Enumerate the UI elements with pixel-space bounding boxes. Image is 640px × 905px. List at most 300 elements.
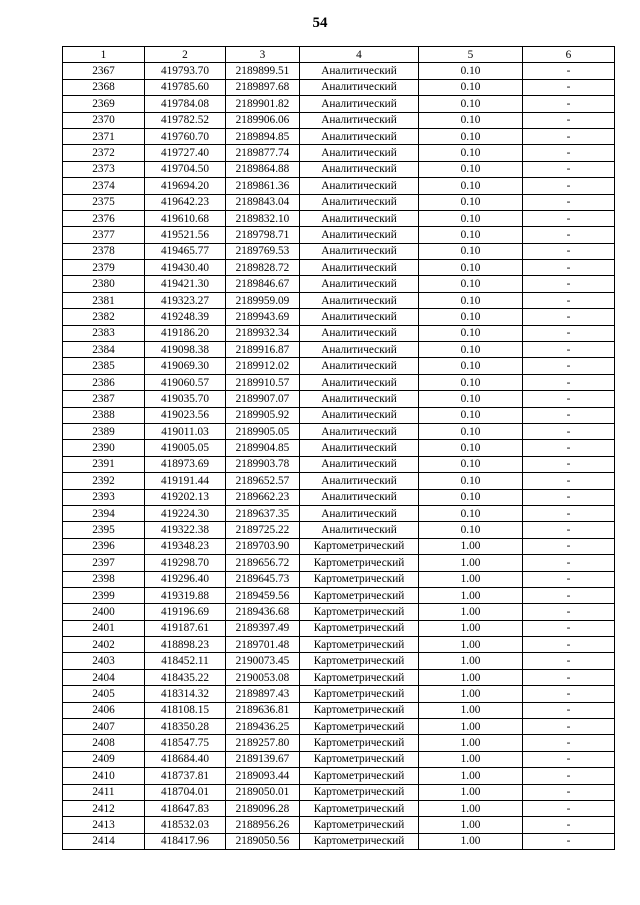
note-cell: - <box>523 456 615 472</box>
note-cell: - <box>523 145 615 161</box>
point-number-cell: 2371 <box>63 128 145 144</box>
x-coordinate-cell: 418704.01 <box>145 784 226 800</box>
table-row <box>63 456 615 472</box>
accuracy-cell: 0.10 <box>419 243 523 259</box>
coordinates-table <box>62 46 615 850</box>
y-coordinate-cell: 2189899.51 <box>226 63 300 79</box>
note-cell: - <box>523 161 615 177</box>
table-row <box>63 210 615 226</box>
method-cell: Картометрический <box>300 686 419 702</box>
accuracy-cell: 1.00 <box>419 719 523 735</box>
note-cell: - <box>523 505 615 521</box>
y-coordinate-cell: 2189652.57 <box>226 473 300 489</box>
method-cell: Аналитический <box>300 112 419 128</box>
x-coordinate-cell: 418547.75 <box>145 735 226 751</box>
y-coordinate-cell: 2189769.53 <box>226 243 300 259</box>
method-cell: Аналитический <box>300 309 419 325</box>
method-cell: Аналитический <box>300 292 419 308</box>
page-number: 54 <box>312 15 328 31</box>
table-row <box>63 817 615 833</box>
accuracy-cell: 1.00 <box>419 686 523 702</box>
x-coordinate-cell: 419430.40 <box>145 260 226 276</box>
point-number-cell: 2388 <box>63 407 145 423</box>
note-cell: - <box>523 391 615 407</box>
table-row <box>63 391 615 407</box>
y-coordinate-cell: 2189916.87 <box>226 342 300 358</box>
point-number-cell: 2379 <box>63 260 145 276</box>
method-cell: Аналитический <box>300 440 419 456</box>
method-cell: Аналитический <box>300 342 419 358</box>
x-coordinate-cell: 418898.23 <box>145 637 226 653</box>
y-coordinate-cell: 2189894.85 <box>226 128 300 144</box>
method-cell: Аналитический <box>300 260 419 276</box>
accuracy-cell: 1.00 <box>419 833 523 849</box>
table-row <box>63 686 615 702</box>
table-body <box>63 63 615 850</box>
note-cell: - <box>523 96 615 112</box>
method-cell: Аналитический <box>300 489 419 505</box>
point-number-cell: 2390 <box>63 440 145 456</box>
x-coordinate-cell: 419760.70 <box>145 128 226 144</box>
y-coordinate-cell: 2189846.67 <box>226 276 300 292</box>
method-cell: Картометрический <box>300 653 419 669</box>
table-row <box>63 227 615 243</box>
point-number-cell: 2374 <box>63 178 145 194</box>
x-coordinate-cell: 418647.83 <box>145 800 226 816</box>
accuracy-cell: 0.10 <box>419 309 523 325</box>
accuracy-cell: 0.10 <box>419 260 523 276</box>
y-coordinate-cell: 2189459.56 <box>226 587 300 603</box>
point-number-cell: 2367 <box>63 63 145 79</box>
note-cell: - <box>523 833 615 849</box>
point-number-cell: 2377 <box>63 227 145 243</box>
y-coordinate-cell: 2189645.73 <box>226 571 300 587</box>
x-coordinate-cell: 419727.40 <box>145 145 226 161</box>
accuracy-cell: 0.10 <box>419 456 523 472</box>
method-cell: Аналитический <box>300 79 419 95</box>
method-cell: Картометрический <box>300 719 419 735</box>
table-row <box>63 63 615 79</box>
x-coordinate-cell: 419421.30 <box>145 276 226 292</box>
x-coordinate-cell: 418684.40 <box>145 751 226 767</box>
method-cell: Аналитический <box>300 227 419 243</box>
table-row <box>63 145 615 161</box>
method-cell: Аналитический <box>300 276 419 292</box>
accuracy-cell: 0.10 <box>419 96 523 112</box>
x-coordinate-cell: 419782.52 <box>145 112 226 128</box>
table-row <box>63 489 615 505</box>
x-coordinate-cell: 419187.61 <box>145 620 226 636</box>
note-cell: - <box>523 571 615 587</box>
x-coordinate-cell: 419035.70 <box>145 391 226 407</box>
method-cell: Картометрический <box>300 571 419 587</box>
accuracy-cell: 0.10 <box>419 178 523 194</box>
point-number-cell: 2414 <box>63 833 145 849</box>
y-coordinate-cell: 2189904.85 <box>226 440 300 456</box>
note-cell: - <box>523 128 615 144</box>
y-coordinate-cell: 2189906.06 <box>226 112 300 128</box>
accuracy-cell: 0.10 <box>419 505 523 521</box>
x-coordinate-cell: 419610.68 <box>145 210 226 226</box>
y-coordinate-cell: 2189656.72 <box>226 555 300 571</box>
y-coordinate-cell: 2189897.68 <box>226 79 300 95</box>
point-number-cell: 2369 <box>63 96 145 112</box>
point-number-cell: 2375 <box>63 194 145 210</box>
y-coordinate-cell: 2189912.02 <box>226 358 300 374</box>
accuracy-cell: 1.00 <box>419 620 523 636</box>
note-cell: - <box>523 374 615 390</box>
note-cell: - <box>523 538 615 554</box>
table-row <box>63 505 615 521</box>
table-row <box>63 473 615 489</box>
x-coordinate-cell: 419191.44 <box>145 473 226 489</box>
table-row <box>63 407 615 423</box>
table-row <box>63 620 615 636</box>
point-number-cell: 2396 <box>63 538 145 554</box>
method-cell: Картометрический <box>300 669 419 685</box>
point-number-cell: 2385 <box>63 358 145 374</box>
point-number-cell: 2400 <box>63 604 145 620</box>
method-cell: Аналитический <box>300 374 419 390</box>
accuracy-cell: 1.00 <box>419 735 523 751</box>
point-number-cell: 2393 <box>63 489 145 505</box>
x-coordinate-cell: 419224.30 <box>145 505 226 521</box>
table-row <box>63 538 615 554</box>
y-coordinate-cell: 2189096.28 <box>226 800 300 816</box>
accuracy-cell: 0.10 <box>419 325 523 341</box>
y-coordinate-cell: 2189725.22 <box>226 522 300 538</box>
note-cell: - <box>523 555 615 571</box>
y-coordinate-cell: 2189828.72 <box>226 260 300 276</box>
note-cell: - <box>523 620 615 636</box>
point-number-cell: 2395 <box>63 522 145 538</box>
table-row <box>63 768 615 784</box>
point-number-cell: 2412 <box>63 800 145 816</box>
method-cell: Картометрический <box>300 637 419 653</box>
y-coordinate-cell: 2189139.67 <box>226 751 300 767</box>
accuracy-cell: 0.10 <box>419 391 523 407</box>
table-row <box>63 96 615 112</box>
accuracy-cell: 0.10 <box>419 210 523 226</box>
accuracy-cell: 0.10 <box>419 128 523 144</box>
y-coordinate-cell: 2189932.34 <box>226 325 300 341</box>
y-coordinate-cell: 2189897.43 <box>226 686 300 702</box>
x-coordinate-cell: 419704.50 <box>145 161 226 177</box>
table-row <box>63 800 615 816</box>
x-coordinate-cell: 419323.27 <box>145 292 226 308</box>
table-row <box>63 440 615 456</box>
point-number-cell: 2399 <box>63 587 145 603</box>
note-cell: - <box>523 79 615 95</box>
point-number-cell: 2413 <box>63 817 145 833</box>
accuracy-cell: 1.00 <box>419 637 523 653</box>
x-coordinate-cell: 419785.60 <box>145 79 226 95</box>
accuracy-cell: 0.10 <box>419 161 523 177</box>
table-row <box>63 276 615 292</box>
note-cell: - <box>523 423 615 439</box>
y-coordinate-cell: 2189703.90 <box>226 538 300 554</box>
accuracy-cell: 0.10 <box>419 276 523 292</box>
point-number-cell: 2409 <box>63 751 145 767</box>
column-header-1: 1 <box>63 47 145 63</box>
method-cell: Картометрический <box>300 555 419 571</box>
accuracy-cell: 0.10 <box>419 489 523 505</box>
point-number-cell: 2370 <box>63 112 145 128</box>
note-cell: - <box>523 210 615 226</box>
point-number-cell: 2376 <box>63 210 145 226</box>
y-coordinate-cell: 2188956.26 <box>226 817 300 833</box>
point-number-cell: 2401 <box>63 620 145 636</box>
table-row <box>63 637 615 653</box>
column-header-6: 6 <box>523 47 615 63</box>
point-number-cell: 2404 <box>63 669 145 685</box>
point-number-cell: 2394 <box>63 505 145 521</box>
x-coordinate-cell: 419060.57 <box>145 374 226 390</box>
point-number-cell: 2397 <box>63 555 145 571</box>
x-coordinate-cell: 419322.38 <box>145 522 226 538</box>
point-number-cell: 2403 <box>63 653 145 669</box>
note-cell: - <box>523 325 615 341</box>
x-coordinate-cell: 419521.56 <box>145 227 226 243</box>
method-cell: Аналитический <box>300 161 419 177</box>
method-cell: Аналитический <box>300 210 419 226</box>
method-cell: Аналитический <box>300 423 419 439</box>
accuracy-cell: 1.00 <box>419 784 523 800</box>
table-row <box>63 702 615 718</box>
y-coordinate-cell: 2189636.81 <box>226 702 300 718</box>
note-cell: - <box>523 440 615 456</box>
x-coordinate-cell: 419023.56 <box>145 407 226 423</box>
table-row <box>63 653 615 669</box>
y-coordinate-cell: 2189093.44 <box>226 768 300 784</box>
y-coordinate-cell: 2189637.35 <box>226 505 300 521</box>
x-coordinate-cell: 418452.11 <box>145 653 226 669</box>
method-cell: Аналитический <box>300 456 419 472</box>
y-coordinate-cell: 2189436.68 <box>226 604 300 620</box>
note-cell: - <box>523 768 615 784</box>
accuracy-cell: 1.00 <box>419 555 523 571</box>
note-cell: - <box>523 686 615 702</box>
y-coordinate-cell: 2189050.56 <box>226 833 300 849</box>
method-cell: Аналитический <box>300 358 419 374</box>
accuracy-cell: 1.00 <box>419 604 523 620</box>
accuracy-cell: 1.00 <box>419 587 523 603</box>
point-number-cell: 2389 <box>63 423 145 439</box>
note-cell: - <box>523 817 615 833</box>
accuracy-cell: 1.00 <box>419 653 523 669</box>
x-coordinate-cell: 419319.88 <box>145 587 226 603</box>
method-cell: Аналитический <box>300 63 419 79</box>
point-number-cell: 2382 <box>63 309 145 325</box>
table-row <box>63 325 615 341</box>
y-coordinate-cell: 2189907.07 <box>226 391 300 407</box>
method-cell: Картометрический <box>300 768 419 784</box>
method-cell: Аналитический <box>300 522 419 538</box>
point-number-cell: 2368 <box>63 79 145 95</box>
accuracy-cell: 0.10 <box>419 358 523 374</box>
accuracy-cell: 0.10 <box>419 342 523 358</box>
method-cell: Картометрический <box>300 751 419 767</box>
y-coordinate-cell: 2189864.88 <box>226 161 300 177</box>
point-number-cell: 2386 <box>63 374 145 390</box>
point-number-cell: 2406 <box>63 702 145 718</box>
accuracy-cell: 1.00 <box>419 800 523 816</box>
method-cell: Картометрический <box>300 702 419 718</box>
y-coordinate-cell: 2189905.92 <box>226 407 300 423</box>
x-coordinate-cell: 419005.05 <box>145 440 226 456</box>
point-number-cell: 2391 <box>63 456 145 472</box>
method-cell: Картометрический <box>300 604 419 620</box>
method-cell: Картометрический <box>300 784 419 800</box>
note-cell: - <box>523 227 615 243</box>
note-cell: - <box>523 473 615 489</box>
accuracy-cell: 1.00 <box>419 817 523 833</box>
point-number-cell: 2387 <box>63 391 145 407</box>
table-row <box>63 587 615 603</box>
y-coordinate-cell: 2189832.10 <box>226 210 300 226</box>
point-number-cell: 2380 <box>63 276 145 292</box>
method-cell: Аналитический <box>300 145 419 161</box>
accuracy-cell: 0.10 <box>419 423 523 439</box>
method-cell: Аналитический <box>300 407 419 423</box>
accuracy-cell: 0.10 <box>419 522 523 538</box>
y-coordinate-cell: 2190073.45 <box>226 653 300 669</box>
x-coordinate-cell: 419784.08 <box>145 96 226 112</box>
note-cell: - <box>523 243 615 259</box>
table-row <box>63 309 615 325</box>
table-row <box>63 571 615 587</box>
method-cell: Аналитический <box>300 128 419 144</box>
y-coordinate-cell: 2190053.08 <box>226 669 300 685</box>
note-cell: - <box>523 784 615 800</box>
column-header-3: 3 <box>226 47 300 63</box>
y-coordinate-cell: 2189397.49 <box>226 620 300 636</box>
method-cell: Аналитический <box>300 194 419 210</box>
x-coordinate-cell: 418314.32 <box>145 686 226 702</box>
y-coordinate-cell: 2189798.71 <box>226 227 300 243</box>
x-coordinate-cell: 419069.30 <box>145 358 226 374</box>
note-cell: - <box>523 735 615 751</box>
note-cell: - <box>523 669 615 685</box>
method-cell: Картометрический <box>300 735 419 751</box>
method-cell: Аналитический <box>300 325 419 341</box>
y-coordinate-cell: 2189843.04 <box>226 194 300 210</box>
x-coordinate-cell: 419298.70 <box>145 555 226 571</box>
accuracy-cell: 1.00 <box>419 669 523 685</box>
note-cell: - <box>523 309 615 325</box>
accuracy-cell: 0.10 <box>419 407 523 423</box>
x-coordinate-cell: 418350.28 <box>145 719 226 735</box>
y-coordinate-cell: 2189905.05 <box>226 423 300 439</box>
method-cell: Аналитический <box>300 178 419 194</box>
x-coordinate-cell: 419296.40 <box>145 571 226 587</box>
y-coordinate-cell: 2189662.23 <box>226 489 300 505</box>
accuracy-cell: 0.10 <box>419 194 523 210</box>
note-cell: - <box>523 292 615 308</box>
note-cell: - <box>523 358 615 374</box>
column-header-4: 4 <box>300 47 419 63</box>
point-number-cell: 2378 <box>63 243 145 259</box>
point-number-cell: 2405 <box>63 686 145 702</box>
y-coordinate-cell: 2189701.48 <box>226 637 300 653</box>
point-number-cell: 2392 <box>63 473 145 489</box>
note-cell: - <box>523 751 615 767</box>
point-number-cell: 2373 <box>63 161 145 177</box>
column-header-5: 5 <box>419 47 523 63</box>
accuracy-cell: 0.10 <box>419 440 523 456</box>
y-coordinate-cell: 2189943.69 <box>226 309 300 325</box>
method-cell: Аналитический <box>300 96 419 112</box>
y-coordinate-cell: 2189959.09 <box>226 292 300 308</box>
x-coordinate-cell: 419186.20 <box>145 325 226 341</box>
point-number-cell: 2411 <box>63 784 145 800</box>
y-coordinate-cell: 2189436.25 <box>226 719 300 735</box>
x-coordinate-cell: 419196.69 <box>145 604 226 620</box>
table-row <box>63 260 615 276</box>
note-cell: - <box>523 719 615 735</box>
accuracy-cell: 0.10 <box>419 79 523 95</box>
accuracy-cell: 0.10 <box>419 63 523 79</box>
table-header-row <box>63 47 615 63</box>
y-coordinate-cell: 2189877.74 <box>226 145 300 161</box>
table-row <box>63 522 615 538</box>
x-coordinate-cell: 419098.38 <box>145 342 226 358</box>
x-coordinate-cell: 418532.03 <box>145 817 226 833</box>
method-cell: Аналитический <box>300 473 419 489</box>
y-coordinate-cell: 2189901.82 <box>226 96 300 112</box>
note-cell: - <box>523 522 615 538</box>
table-row <box>63 784 615 800</box>
point-number-cell: 2384 <box>63 342 145 358</box>
x-coordinate-cell: 419248.39 <box>145 309 226 325</box>
table-row <box>63 751 615 767</box>
accuracy-cell: 1.00 <box>419 538 523 554</box>
y-coordinate-cell: 2189903.78 <box>226 456 300 472</box>
point-number-cell: 2372 <box>63 145 145 161</box>
method-cell: Картометрический <box>300 620 419 636</box>
accuracy-cell: 0.10 <box>419 473 523 489</box>
method-cell: Картометрический <box>300 833 419 849</box>
point-number-cell: 2407 <box>63 719 145 735</box>
method-cell: Аналитический <box>300 243 419 259</box>
table-row <box>63 194 615 210</box>
table-row <box>63 342 615 358</box>
x-coordinate-cell: 419011.03 <box>145 423 226 439</box>
accuracy-cell: 0.10 <box>419 145 523 161</box>
method-cell: Аналитический <box>300 391 419 407</box>
note-cell: - <box>523 112 615 128</box>
table-row <box>63 358 615 374</box>
table-row <box>63 79 615 95</box>
x-coordinate-cell: 419793.70 <box>145 63 226 79</box>
point-number-cell: 2381 <box>63 292 145 308</box>
method-cell: Картометрический <box>300 817 419 833</box>
note-cell: - <box>523 653 615 669</box>
y-coordinate-cell: 2189861.36 <box>226 178 300 194</box>
x-coordinate-cell: 418737.81 <box>145 768 226 784</box>
method-cell: Картометрический <box>300 538 419 554</box>
accuracy-cell: 0.10 <box>419 292 523 308</box>
accuracy-cell: 1.00 <box>419 768 523 784</box>
note-cell: - <box>523 260 615 276</box>
y-coordinate-cell: 2189910.57 <box>226 374 300 390</box>
y-coordinate-cell: 2189050.01 <box>226 784 300 800</box>
table-row <box>63 178 615 194</box>
x-coordinate-cell: 418435.22 <box>145 669 226 685</box>
table-row <box>63 735 615 751</box>
table-row <box>63 555 615 571</box>
x-coordinate-cell: 419202.13 <box>145 489 226 505</box>
